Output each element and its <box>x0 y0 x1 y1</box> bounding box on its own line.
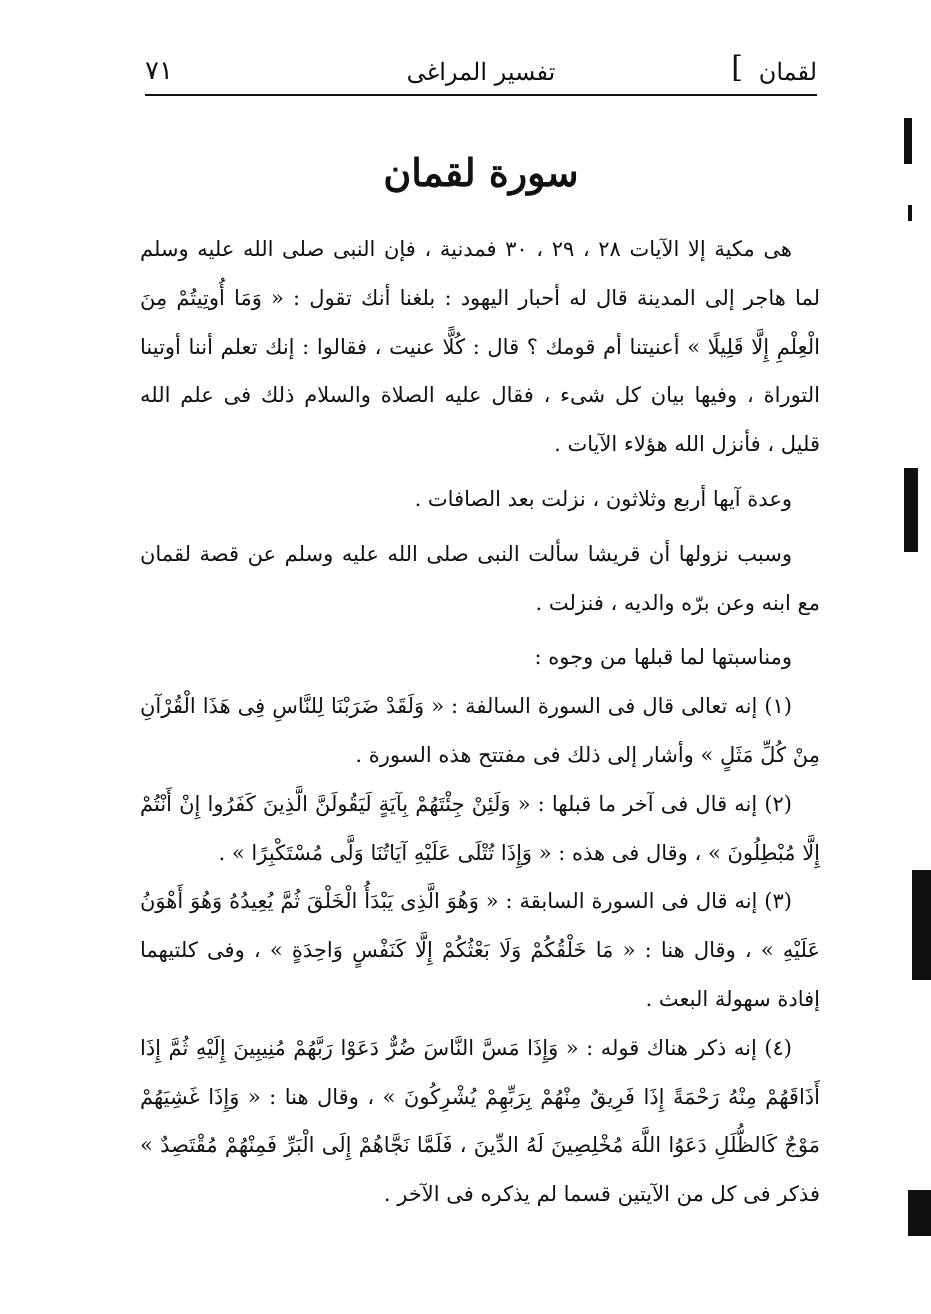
scan-edge-mark <box>904 118 912 164</box>
running-header <box>145 52 817 92</box>
paragraph-verse-count: وعدة آيها أربع وثلاثون ، نزلت بعد الصافات . <box>414 486 792 511</box>
paragraph-revelation-cause: وسبب نزولها أن قريشا سألت النبى صلى الله عليه وسلم عن قصة لقمان مع ابنه وعن برّه والديه ، فنزلت . <box>140 541 820 615</box>
paragraph-point-3: (٣) إنه قال فى السورة السابقة : « وَهُوَ الَّذِى يَبْدَأُ الْخَلْقَ ثُمَّ يُعِيدُهُ وَهُوَ أَهْوَنُ عَلَيْهِ » ، وقال هنا : « مَا خَلْقُكُمْ وَلَا بَعْثُكُمْ إِلَّا كَنَفْسٍ وَاحِدَةٍ » ، وفى كلتيهما إفادة سهولة البعث . <box>140 889 820 1011</box>
paragraph-intro: هى مكية إلا الآيات ٢٨ ، ٢٩ ، ٣٠ فمدنية ، فإن النبى صلى الله عليه وسلم لما هاجر إلى المدينة قال له أحبار اليهود : بلغنا أنك تقول : « وَمَا أُوتِيتُمْ مِنَ الْعِلْمِ إِلَّا قَلِيلًا » أعنيتنا أم قومك ؟ قال : كُلًّا عنيت ، فقالوا : إنك تعلم أننا أوتينا التوراة ، وفيها بيان كل شىء ، فقال عليه الصلاة والسلام ذلك فى علم الله قليل ، فأنزل الله هؤلاء الآيات . <box>140 237 820 457</box>
paragraph-point-1: (١) إنه تعالى قال فى السورة السالفة : « وَلَقَدْ ضَرَبْنَا لِلنَّاسِ فِى هَذَا الْقُرْآنِ مِنْ كُلِّ مَثَلٍ » وأشار إلى ذلك فى مفتتح هذه السورة . <box>140 694 820 767</box>
page-number: ٧١ <box>145 56 173 86</box>
scan-edge-mark <box>912 870 931 980</box>
header-book-title: تفسير المراغى <box>406 58 556 86</box>
paragraph-point-4: (٤) إنه ذكر هناك قوله : « وَإِذَا مَسَّ النَّاسَ ضُرٌّ دَعَوْا رَبَّهُمْ مُنِيبِينَ إِلَيْهِ ثُمَّ إِذَا أَذَاقَهُمْ مِنْهُ رَحْمَةً إِذَا فَرِيقٌ مِنْهُمْ بِرَبِّهِمْ يُشْرِكُونَ » ، وقال هنا : « وَإِذَا غَشِيَهُمْ مَوْجٌ كَالظُّلَلِ دَعَوُا اللَّهَ مُخْلِصِينَ لَهُ الدِّينَ ، فَلَمَّا نَجَّاهُمْ إِلَى الْبَرِّ فَمِنْهُمْ مُقْتَصِدٌ » فذكر فى كل من الآيتين قسما لم يذكره فى الآخر . <box>140 1035 820 1207</box>
scan-edge-mark <box>908 205 912 221</box>
scan-edge-mark <box>908 1190 931 1236</box>
surah-title: سورة لقمان <box>383 150 579 195</box>
header-rule <box>145 94 817 96</box>
header-surah-name: لقمان <box>758 58 817 86</box>
paragraph-relations-intro: ومناسبتها لما قبلها من وجوه : <box>534 645 792 670</box>
paragraph-point-2: (٢) إنه قال فى آخر ما قبلها : « وَلَئِنْ جِئْتَهُمْ بِآيَةٍ لَيَقُولَنَّ الَّذِينَ كَفَرُوا إِنْ أَنْتُمْ إِلَّا مُبْطِلُونَ » ، وقال فى هذه : « وَإِذَا تُتْلَى عَلَيْهِ آيَاتُنَا وَلَّى مُسْتَكْبِرًا » . <box>140 791 820 865</box>
scan-edge-mark <box>904 468 918 552</box>
body-text <box>140 225 820 1219</box>
header-bracket: ] <box>731 50 743 85</box>
